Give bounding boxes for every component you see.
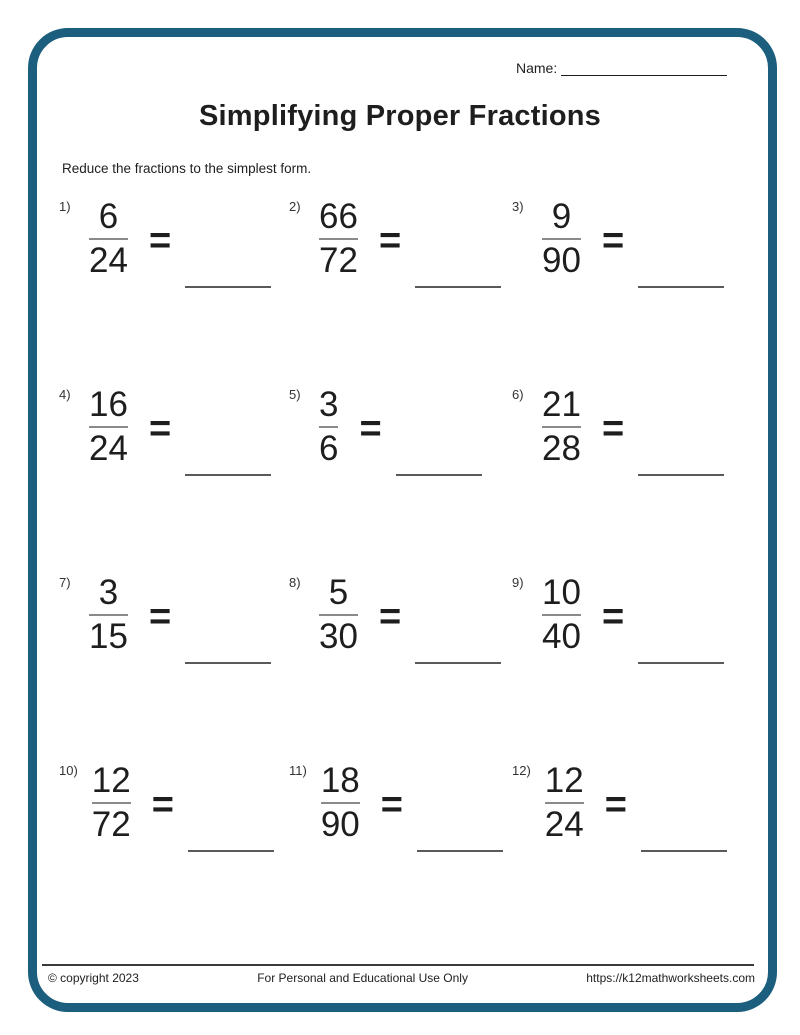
fraction-denominator: 30 [319,617,358,656]
fraction-bar [92,802,131,804]
footer-website-url: https://k12mathworksheets.com [586,971,755,985]
problem-7 [55,572,285,760]
problems-grid [55,196,755,948]
fraction-numerator: 21 [542,385,581,424]
fraction-numerator: 6 [98,197,119,236]
problem-2 [285,196,508,384]
fraction-bar [89,614,128,616]
fraction-denominator: 90 [542,241,581,280]
fraction-numerator: 16 [89,385,128,424]
answer-blank [415,662,501,664]
equals-sign: = [601,596,625,638]
equals-sign: = [380,784,403,826]
problem-4 [55,384,285,572]
problem-1 [55,196,285,384]
problem-12 [508,760,748,948]
problem-number: 6) [512,387,524,402]
fraction-bar [89,238,128,240]
fraction-bar [319,614,358,616]
problem-number: 11) [289,763,307,778]
problem-5 [285,384,508,572]
instruction-text: Reduce the fractions to the simplest form. [62,161,312,176]
equals-sign: = [148,408,172,450]
problem-number: 1) [59,199,71,214]
page-title: Simplifying Proper Fractions [199,100,601,132]
equals-sign: = [378,596,402,638]
fraction-numerator: 10 [542,573,581,612]
name-row [516,60,727,76]
problem-11 [285,760,508,948]
problem-8 [285,572,508,760]
equals-sign: = [148,596,172,638]
problem-6 [508,384,748,572]
fraction-numerator: 18 [320,761,360,800]
fraction [540,762,589,844]
answer-blank [185,662,271,664]
answer-blank [638,286,724,288]
fraction [84,574,133,656]
problem-number: 10) [59,763,78,778]
problem-9 [508,572,748,760]
fraction-denominator: 90 [320,805,360,844]
name-label: Name: [516,60,558,76]
fraction-numerator: 3 [98,573,119,612]
name-blank [561,60,727,76]
answer-blank [638,662,724,664]
fraction-numerator: 5 [328,573,349,612]
answer-blank [396,474,482,476]
equals-sign: = [359,408,382,450]
problem-number: 4) [59,387,71,402]
problem-number: 2) [289,199,301,214]
fraction-numerator: 9 [551,197,572,236]
fraction-denominator: 40 [542,617,581,656]
problem-number: 7) [59,575,71,590]
fraction-denominator: 72 [319,241,358,280]
answer-blank [415,286,501,288]
answer-blank [417,850,503,852]
fraction-bar [319,426,338,428]
fraction [314,386,343,468]
answer-blank [185,474,271,476]
fraction-denominator: 6 [319,429,339,468]
fraction [314,574,363,656]
fraction-bar [321,802,360,804]
fraction-numerator: 3 [319,385,339,424]
fraction-numerator: 12 [544,761,584,800]
fraction-numerator: 12 [91,761,131,800]
fraction [84,386,133,468]
answer-blank [188,850,274,852]
fraction [316,762,365,844]
fraction-bar [89,426,128,428]
problem-3 [508,196,748,384]
problem-number: 8) [289,575,301,590]
fraction-bar [542,238,581,240]
fraction-bar [319,238,358,240]
fraction [87,762,136,844]
fraction-numerator: 66 [319,197,358,236]
fraction-denominator: 24 [89,429,128,468]
fraction [537,386,586,468]
equals-sign: = [604,784,627,826]
equals-sign: = [601,408,625,450]
fraction [537,198,586,280]
problem-number: 12) [512,763,531,778]
footer-copyright: © copyright 2023 [48,971,139,985]
footer [48,971,755,985]
footer-usage-text: For Personal and Educational Use Only [257,971,468,985]
equals-sign: = [148,220,172,262]
problem-number: 9) [512,575,524,590]
footer-divider [42,964,754,966]
fraction-denominator: 28 [542,429,581,468]
problem-number: 5) [289,387,301,402]
fraction [84,198,133,280]
fraction-denominator: 24 [544,805,584,844]
fraction-denominator: 24 [89,241,128,280]
fraction-bar [542,614,581,616]
equals-sign: = [151,784,174,826]
problem-10 [55,760,285,948]
fraction [314,198,363,280]
fraction-bar [545,802,584,804]
equals-sign: = [601,220,625,262]
fraction-denominator: 15 [89,617,128,656]
fraction [537,574,586,656]
fraction-bar [542,426,581,428]
equals-sign: = [378,220,402,262]
fraction-denominator: 72 [91,805,131,844]
problem-number: 3) [512,199,524,214]
answer-blank [638,474,724,476]
answer-blank [185,286,271,288]
answer-blank [641,850,727,852]
